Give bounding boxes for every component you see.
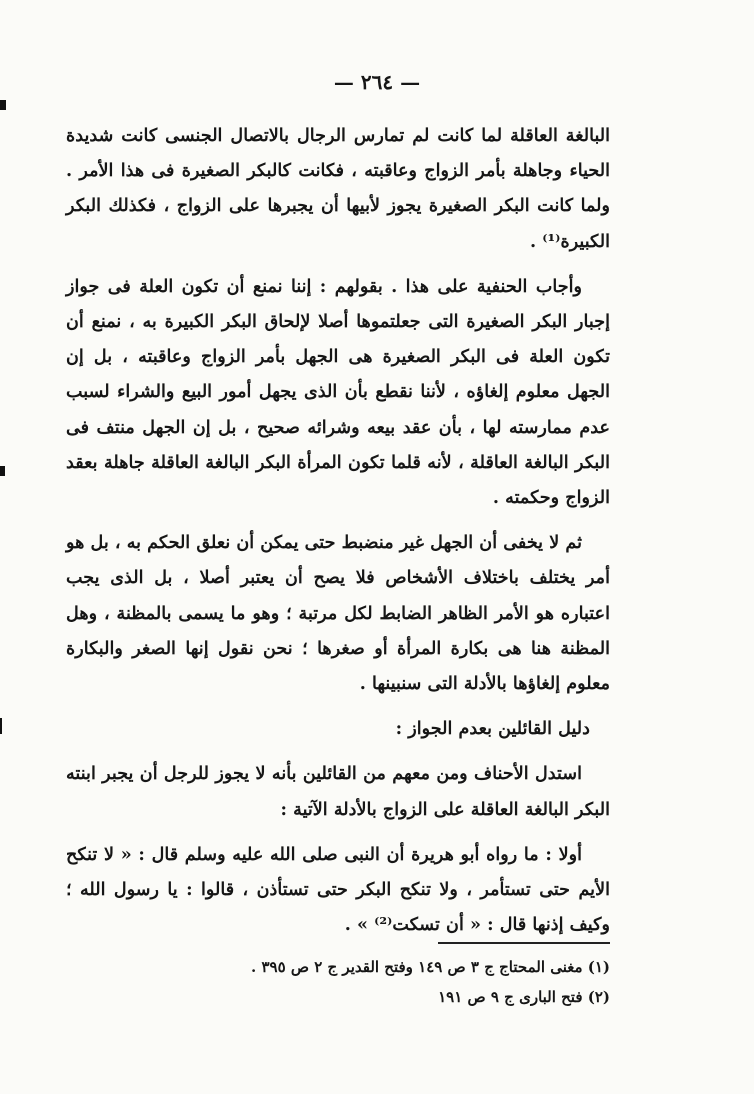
footnotes <box>170 952 610 1012</box>
paragraph-1: البالغة العاقلة لما كانت لم تمارس الرجال بالاتصال الجنسى كانت شديدة الحياء وجاهلة بأمر الزواج وعاقبته ، فكانت كالبكر الصغيرة فى هذا الأمر . ولما كانت البكر الصغيرة يجوز لأبيها أن يجبرها على الزواج ، فكذلك البكر الكبيرة⁽¹⁾ . <box>66 125 610 252</box>
footnote-divider <box>438 942 610 944</box>
scan-edge-mark <box>0 718 2 734</box>
paragraph-3: ثم لا يخفى أن الجهل غير منضبط حتى يمكن أن نعلق الحكم به ، بل هو أمر يختلف باختلاف الأشخاص فلا يصح أن يعتبر أصلا ، بل الذى يجب اعتباره هو الأمر الظاهر الضابط لكل مرتبة ؛ وهو ما يسمى بالمظنة ، وهل المظنة هنا هى بكارة المرأة أو صغرها ؛ نحن نقول إنها الصغر والبكارة معلوم إلغاؤها بالأدلة التى سنبينها . <box>66 532 610 695</box>
scan-edge-mark <box>0 466 5 476</box>
main-text <box>66 118 610 952</box>
paragraph-2: وأجاب الحنفية على هذا . بقولهم : إننا نمنع أن تكون العلة فى جواز إجبار البكر الصغيرة التى جعلتموها أصلا لإلحاق البكر الكبيرة به ، نمنع أن تكون العلة فى البكر الصغيرة هى الجهل بأمر الزواج وعاقبته ، بل إن الجهل معلوم إلغاؤه ، لأننا نقطع بأن الذى يجهل أمور البيع والشراء لسبب عدم ممارسته لها ، بأن عقد بيعه وشرائه صحيح ، بل إن الجهل منتف فى البكر البالغة العاقلة ، لأنه قلما تكون المرأة البكر البالغة العاقلة جاهلة بعقد الزواج وحكمته . <box>66 275 610 509</box>
paragraph-4: استدل الأحناف ومن معهم من القائلين بأنه لا يجوز للرجل أن يجبر ابنته البكر البالغة العاقلة على الزواج بالأدلة الآتية : <box>66 763 610 820</box>
scan-edge-mark <box>0 100 6 110</box>
section-heading: دليل القائلين بعدم الجواز : <box>395 718 590 740</box>
footnote-2: (٢) فتح البارى ج ٩ ص ١٩١ <box>438 988 610 1006</box>
paragraph-5: أولا : ما رواه أبو هريرة أن النبى صلى الله عليه وسلم قال : « لا تنكح الأيم حتى تستأمر ، ولا تنكح البكر حتى تستأذن ، قالوا : يا رسول الله ؛ وكيف إذنها قال : « أن تسكت⁽²⁾ » . <box>66 843 610 936</box>
footnote-1: (١) مغنى المحتاج ج ٣ ص ١٤٩ وفتح القدير ج ٢ ص ٣٩٥ . <box>251 958 610 976</box>
page-number: — ٢٦٤ — <box>333 70 421 94</box>
